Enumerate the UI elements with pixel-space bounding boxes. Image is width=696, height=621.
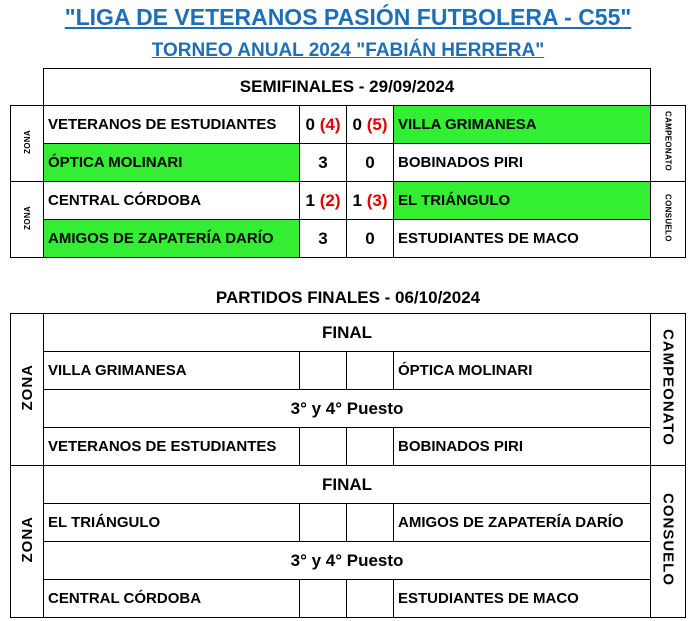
third-2-away-score xyxy=(347,580,394,618)
finals-header: PARTIDOS FINALES - 06/10/2024 xyxy=(215,288,481,307)
semi-1-home-score: 0 (4) xyxy=(300,106,347,144)
table-row xyxy=(11,314,686,352)
table-row xyxy=(11,504,686,542)
zone-label: ZONA xyxy=(11,182,44,258)
table-row xyxy=(11,466,686,504)
table-row xyxy=(11,144,686,182)
table-row xyxy=(11,428,686,466)
third-1-home: VETERANOS DE ESTUDIANTES xyxy=(44,428,300,466)
semi-2-home: ÓPTICA MOLINARI xyxy=(44,144,300,182)
side-label-consuelo: CONSUELO xyxy=(651,182,686,258)
semi-1-home: VETERANOS DE ESTUDIANTES xyxy=(44,106,300,144)
league-title: "LIGA DE VETERANOS PASIÓN FUTBOLERA - C55" xyxy=(64,4,632,30)
zone-label: ZONA xyxy=(11,466,44,618)
zone-label: ZONA xyxy=(11,106,44,182)
table-row xyxy=(11,182,686,220)
final-2-home-score xyxy=(300,504,347,542)
semi-4-away: ESTUDIANTES DE MACO xyxy=(394,220,651,258)
table-row xyxy=(11,580,686,618)
final-2-home: EL TRIÁNGULO xyxy=(44,504,300,542)
final-1-home-score xyxy=(300,352,347,390)
final-2-away-score xyxy=(347,504,394,542)
semi-3-home-score: 1 (2) xyxy=(300,182,347,220)
table-row xyxy=(11,390,686,428)
final-1-away: ÓPTICA MOLINARI xyxy=(394,352,651,390)
third-2-home: CENTRAL CÓRDOBA xyxy=(44,580,300,618)
third-1-away-score xyxy=(347,428,394,466)
side-label-consuelo: CONSUELO xyxy=(651,466,686,618)
final-1-away-score xyxy=(347,352,394,390)
semi-3-home: CENTRAL CÓRDOBA xyxy=(44,182,300,220)
table-row xyxy=(11,542,686,580)
semi-3-away-score: 1 (3) xyxy=(347,182,394,220)
third-2-away: ESTUDIANTES DE MACO xyxy=(394,580,651,618)
semi-3-away: EL TRIÁNGULO xyxy=(394,182,651,220)
semi-4-away-score: 0 xyxy=(347,220,394,258)
tournament-subtitle: TORNEO ANUAL 2024 "FABIÁN HERRERA" xyxy=(151,40,545,61)
third-place-2-label: 3° y 4° Puesto xyxy=(44,542,651,580)
zone-label: ZONA xyxy=(11,314,44,466)
semi-2-home-score: 3 xyxy=(300,144,347,182)
semi-4-home: AMIGOS DE ZAPATERÍA DARÍO xyxy=(44,220,300,258)
final-2-away: AMIGOS DE ZAPATERÍA DARÍO xyxy=(394,504,651,542)
third-1-home-score xyxy=(300,428,347,466)
table-row xyxy=(11,220,686,258)
third-1-away: BOBINADOS PIRI xyxy=(394,428,651,466)
table-row xyxy=(11,106,686,144)
third-2-home-score xyxy=(300,580,347,618)
semi-2-away-score: 0 xyxy=(347,144,394,182)
side-label-campeonato: CAMPEONATO xyxy=(651,314,686,466)
side-label-campeonato: CAMPEONATO xyxy=(651,106,686,182)
table-row xyxy=(11,352,686,390)
third-place-1-label: 3° y 4° Puesto xyxy=(44,390,651,428)
final-1-home: VILLA GRIMANESA xyxy=(44,352,300,390)
semi-4-home-score: 3 xyxy=(300,220,347,258)
semifinals-table xyxy=(10,68,686,258)
semi-2-away: BOBINADOS PIRI xyxy=(394,144,651,182)
semifinals-header: SEMIFINALES - 29/09/2024 xyxy=(44,69,651,106)
final-1-label: FINAL xyxy=(44,314,651,352)
semi-1-away-score: 0 (5) xyxy=(347,106,394,144)
finals-table xyxy=(10,313,686,618)
semi-1-away: VILLA GRIMANESA xyxy=(394,106,651,144)
final-2-label: FINAL xyxy=(44,466,651,504)
